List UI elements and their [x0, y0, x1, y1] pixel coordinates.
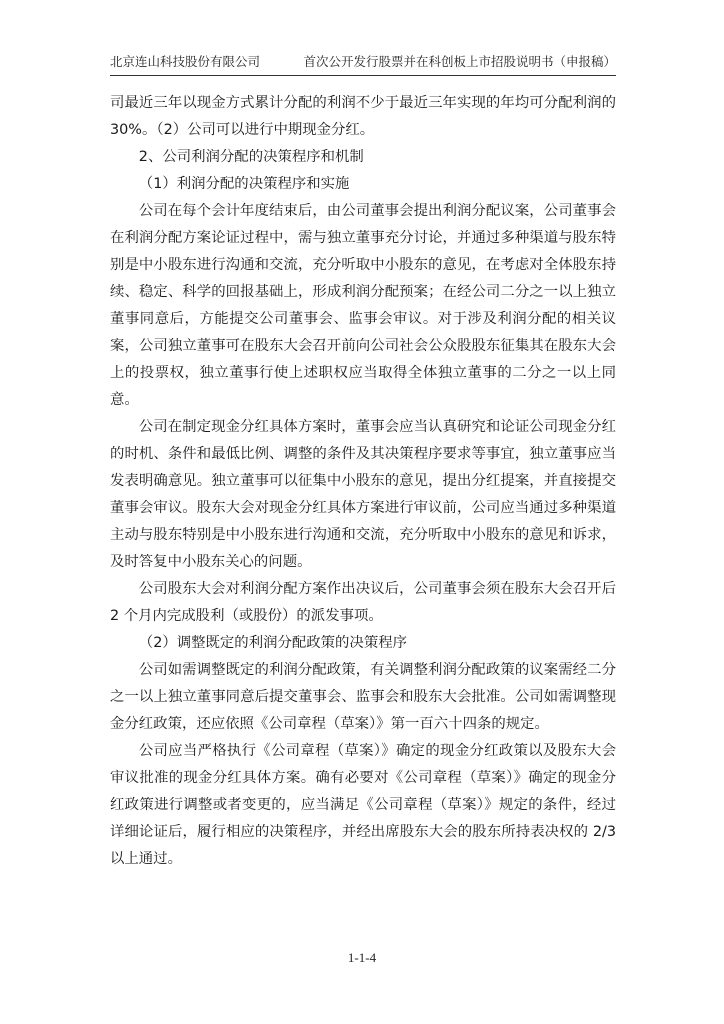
page-header — [110, 52, 616, 72]
header-divider — [110, 75, 616, 76]
subsection-heading: （2）调整既定的利润分配政策的决策程序 — [138, 635, 407, 651]
page-number: 1-1-4 — [347, 950, 377, 965]
paragraph: 公司如需调整既定的利润分配政策，有关调整利润分配政策的议案需经二分之一以上独立董事同意后提交董事会、监事会和股东大会批准。公司如需调整现金分红政策，还应依照《公司章程（草案）》第一百六十四条的规定。 — [110, 662, 616, 732]
company-name: 北京连山科技股份有限公司 — [110, 54, 261, 69]
document-title: 首次公开发行股票并在科创板上市招股说明书（申报稿） — [303, 54, 616, 69]
paragraph: 公司股东大会对利润分配方案作出决议后，公司董事会须在股东大会召开后 2 个月内完成股利（或股份）的派发事项。 — [110, 581, 616, 624]
subsection-heading: （1）利润分配的决策程序和实施 — [138, 176, 350, 192]
paragraph-continuation: 司最近三年以现金方式累计分配的利润不少于最近三年实现的年均可分配利润的 30%。（2）公司可以进行中期现金分红。 — [110, 95, 616, 138]
paragraph: 公司应当严格执行《公司章程（草案）》确定的现金分红政策以及股东大会审议批准的现金分红具体方案。确有必要对《公司章程（草案）》确定的现金分红政策进行调整或者变更的，应当满足《公司章程（草案）》规定的条件，经过详细论证后，履行相应的决策程序，并经出席股东大会的股东所持表决权的 2/3 以上通过。 — [110, 743, 616, 867]
paragraph: 公司在每个会计年度结束后，由公司董事会提出利润分配议案，公司董事会在利润分配方案论证过程中，需与独立董事充分讨论，并通过多种渠道与股东特别是中小股东进行沟通和交流，充分听取中小股东的意见，在考虑对全体股东持续、稳定、科学的回报基础上，形成利润分配预案；在经公司二分之一以上独立董事同意后，方能提交公司董事会、监事会审议。对于涉及利润分配的相关议案，公司独立董事可在股东大会召开前向公司社会公众股股东征集其在股东大会上的投票权，独立董事行使上述职权应当取得全体独立董事的二分之一以上同意。 — [110, 203, 616, 408]
paragraph: 公司在制定现金分红具体方案时，董事会应当认真研究和论证公司现金分红的时机、条件和最低比例、调整的条件及其决策程序要求等事宜，独立董事应当发表明确意见。独立董事可以征集中小股东的意见，提出分红提案，并直接提交董事会审议。股东大会对现金分红具体方案进行审议前，公司应当通过多种渠道主动与股东特别是中小股东进行沟通和交流，充分听取中小股东的意见和诉求，及时答复中小股东关心的问题。 — [110, 419, 616, 570]
section-heading: 2、公司利润分配的决策程序和机制 — [138, 149, 364, 165]
document-body — [110, 90, 616, 873]
